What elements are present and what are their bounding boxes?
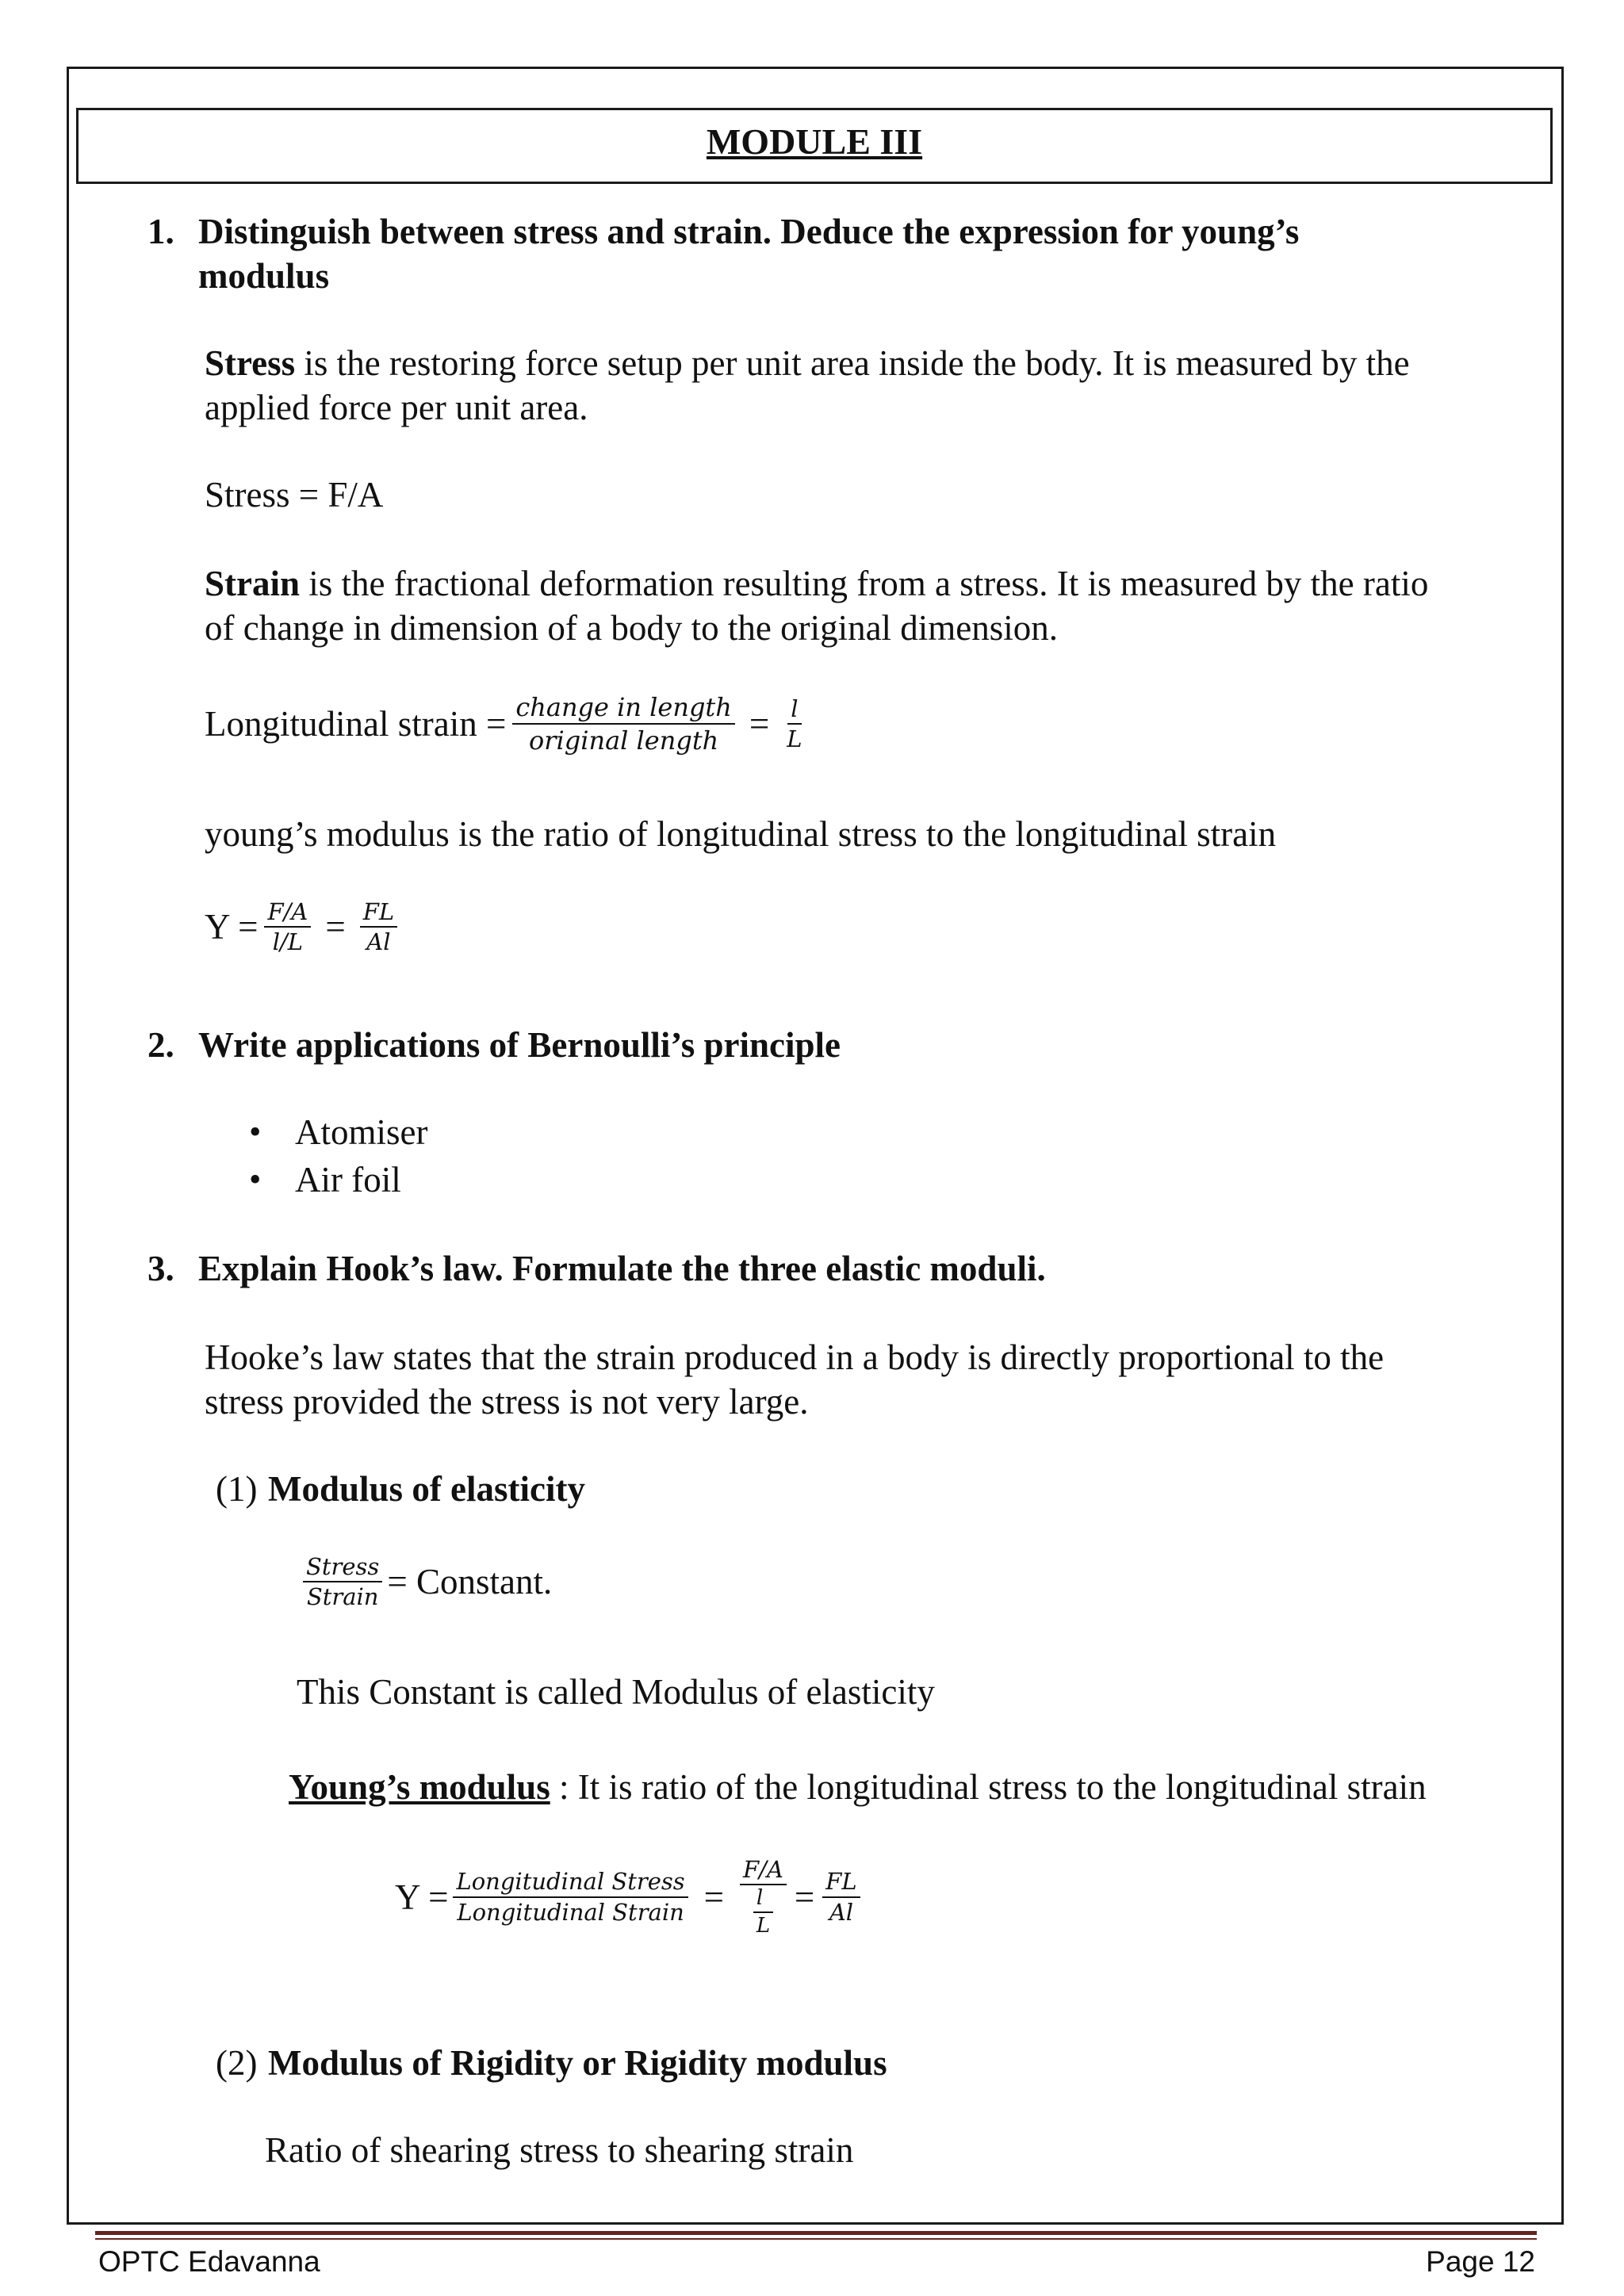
q3-number: 3. [147,1249,174,1288]
q1-question-line1: Distinguish between stress and strain. Deduce the expression for young’s [198,212,1300,251]
fraction-denominator: L [787,725,802,752]
sub2-text: Ratio of shearing stress to shearing strain [265,2130,854,2170]
stress-definition-line1 [205,342,1410,384]
bullet-symbol: • [249,1112,262,1151]
fraction-denominator: Strain [306,1583,379,1611]
sub2-title: Modulus of Rigidity or Rigidity modulus [268,2043,887,2083]
q1-number: 1. [147,212,174,251]
fraction-FL-over-Al [360,897,397,957]
footer-rule [95,2231,1537,2235]
fraction-stress-over-strain [303,1552,382,1612]
hookes-law-line1: Hooke’s law states that the strain produced in a body is directly proportional to the [205,1337,1385,1377]
module-title: MODULE III [706,121,923,162]
fraction-numerator: F/A [264,897,311,928]
fraction-numerator: Longitudinal Stress [453,1867,688,1897]
fraction-numerator: F/A [740,1855,787,1885]
youngs-modulus-formula [205,897,397,957]
fraction-numerator: change in length [512,691,735,725]
fraction-numerator: l [787,695,801,725]
fraction-FL-over-Al [822,1867,860,1927]
fraction-numerator: l [753,1885,773,1913]
bullet-symbol: • [249,1160,262,1199]
fraction-denominator: Al [829,1898,854,1926]
fraction-FA-over-lL [264,897,311,957]
strain-definition-text: is the fractional deformation resulting from a stress. It is measured by the ratio [300,564,1429,603]
equals-constant: = Constant. [387,1562,553,1602]
longitudinal-strain-formula [205,691,806,756]
q3-question: Explain Hook’s law. Formulate the three elastic moduli. [198,1249,1046,1288]
stress-term: Stress [205,343,296,383]
fraction-numerator: FL [360,897,397,928]
q2-question: Write applications of Bernoulli’s principle [198,1025,841,1065]
sub1-number: (1) [216,1469,258,1509]
application-item: Air foil [295,1160,401,1200]
equals-sign: = [794,1877,815,1917]
strain-term: Strain [205,564,301,603]
youngs-modulus-expanded-formula [395,1855,860,1938]
stress-strain-ratio-formula [303,1552,552,1612]
hookes-law-line2: stress provided the stress is not very large. [205,1382,809,1422]
longitudinal-strain-label: Longitudinal strain = [205,704,507,744]
equals-sign: = [749,704,770,744]
fraction-longitudinal-stress-over-strain [453,1867,688,1927]
stress-formula: Stress = F/A [205,475,384,515]
sub2-number: (2) [216,2043,258,2083]
fraction-numerator: Stress [303,1552,382,1582]
q2-number: 2. [147,1025,174,1065]
fraction-denominator: original length [528,725,719,756]
Y-label: Y = [205,907,259,947]
Y-label: Y = [395,1877,449,1917]
youngs-modulus-term: Young’s modulus [289,1767,550,1807]
stress-definition-text: is the restoring force setup per unit area inside the body. It is measured by the [295,343,1410,383]
fraction-numerator: FL [822,1867,860,1897]
equals-sign: = [703,1877,725,1917]
fraction-denominator: L [756,1913,771,1938]
strain-definition-line1 [205,563,1428,604]
constant-text: This Constant is called Modulus of elasticity [297,1672,935,1712]
footer-left: OPTC Edavanna [98,2245,320,2278]
youngs-modulus-line [289,1766,1427,1808]
fraction-denominator: Longitudinal Strain [457,1898,684,1926]
strain-definition-line2: of change in dimension of a body to the original dimension. [205,608,1059,648]
sub1-title: Modulus of elasticity [268,1469,585,1509]
youngs-modulus-text: : It is ratio of the longitudinal stress to the longitudinal strain [550,1767,1427,1807]
q1-question-line2: modulus [198,256,330,296]
equals-sign: = [325,907,346,947]
fraction-denominator: l/L [272,928,304,956]
footer-rule-thin [95,2238,1537,2240]
application-item: Atomiser [295,1112,428,1152]
nested-fraction-l-over-L [750,1885,776,1938]
youngs-modulus-definition: young’s modulus is the ratio of longitudinal stress to the longitudinal strain [205,814,1277,854]
fraction-denominator: Al [366,928,391,956]
fraction-change-over-original [512,691,735,756]
fraction-l-over-L [783,695,805,754]
footer-page-number: Page 12 [1426,2245,1535,2278]
stress-definition-line2: applied force per unit area. [205,388,588,427]
fraction-FA-over-l-over-L [740,1855,787,1938]
